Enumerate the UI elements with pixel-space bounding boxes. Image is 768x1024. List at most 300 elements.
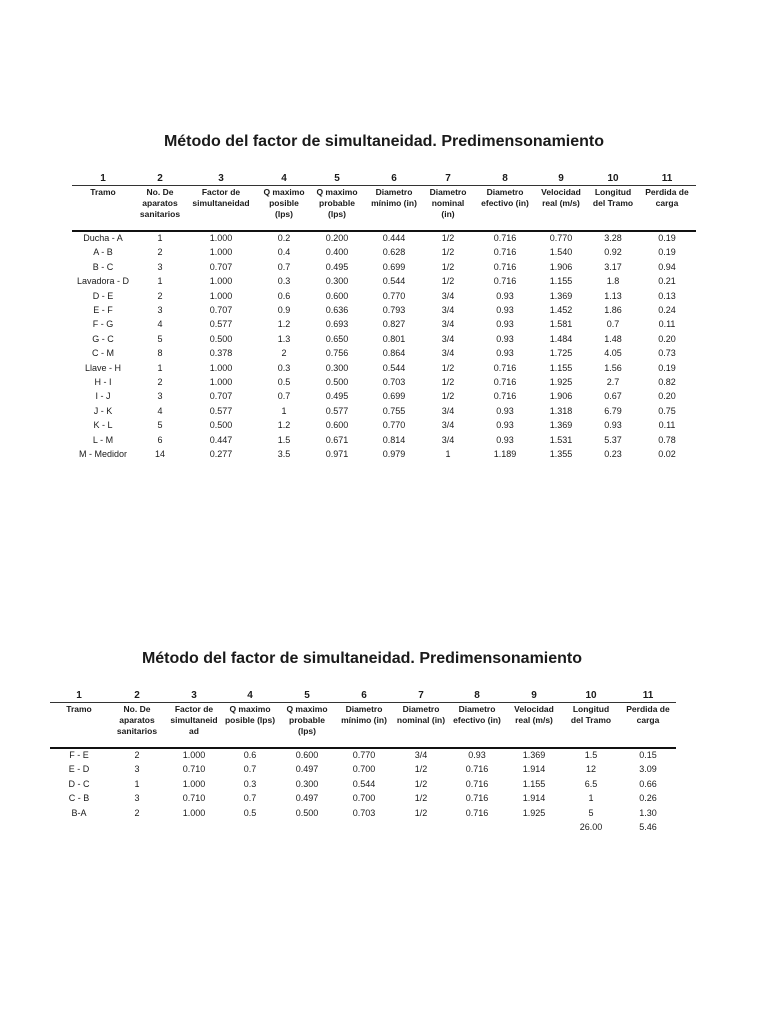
table-row: [0, 247, 768, 261]
column-number-diam-min: 6: [361, 690, 367, 701]
cell-tramo: Llave - H: [84, 362, 122, 373]
cell-aparatos: 5: [157, 420, 163, 431]
cell-q-probable: 0.756: [325, 348, 349, 359]
cell-perdida: 0.78: [658, 434, 676, 445]
cell-aparatos: 3: [157, 391, 163, 402]
cell-tramo: E - D: [68, 764, 90, 775]
cell-factor: 0.577: [209, 319, 233, 330]
cell-diam-min: 0.864: [382, 348, 406, 359]
cell-factor: 0.710: [182, 793, 206, 804]
cell-q-probable: 0.300: [295, 778, 319, 789]
cell-diam-nominal: 3/4: [441, 434, 455, 445]
cell-diam-nominal: 1/2: [441, 377, 455, 387]
cell-q-posible: 0.7: [243, 764, 257, 775]
cell-diam-efectivo: 0.93: [496, 420, 514, 431]
cell-tramo: G - C: [92, 333, 114, 344]
cell-diam-min: 0.544: [382, 276, 406, 287]
column-number-perdida: 11: [661, 173, 673, 184]
table-2-header-rule: [50, 702, 676, 703]
cell-q-posible: 0.2: [277, 233, 291, 243]
cell-factor: 0.707: [209, 261, 233, 272]
cell-longitud: 0.67: [604, 391, 622, 402]
cell-diam-nominal: 1/2: [441, 391, 455, 402]
cell-diam-min: 0.793: [382, 305, 406, 315]
cell-perdida: 0.19: [658, 233, 676, 243]
cell-aparatos: 2: [157, 377, 163, 387]
cell-diam-efectivo: 0.716: [465, 807, 489, 818]
cell-q-posible: 1.5: [277, 434, 291, 445]
column-header-diam-min: Diametro mínimo (in): [371, 187, 417, 208]
cell-factor: 1.000: [209, 290, 233, 301]
cell-velocidad: 1.914: [522, 764, 546, 775]
cell-velocidad: 1.452: [549, 305, 573, 315]
cell-velocidad: 1.318: [549, 405, 573, 416]
table-row: [0, 262, 768, 276]
cell-velocidad: 1.906: [549, 261, 573, 272]
cell-diam-min: 0.544: [352, 778, 376, 789]
cell-velocidad: 1.531: [549, 434, 573, 445]
cell-aparatos: 3: [157, 305, 163, 315]
column-number-tramo: 1: [76, 690, 82, 701]
cell-tramo: K - L: [93, 420, 113, 431]
column-header-perdida: Perdida de carga: [626, 704, 670, 725]
cell-perdida: 0.20: [658, 333, 676, 344]
table-row: [0, 793, 768, 807]
cell-q-probable: 0.500: [325, 377, 349, 387]
cell-diam-min: 0.544: [382, 362, 406, 373]
cell-aparatos: 4: [157, 405, 163, 416]
table-row: [0, 406, 768, 420]
cell-velocidad: 1.925: [522, 807, 546, 818]
cell-aparatos: 8: [157, 348, 163, 359]
column-header-tramo: Tramo: [90, 187, 116, 197]
cell-longitud: 1.86: [604, 305, 622, 315]
cell-q-probable: 0.495: [325, 391, 349, 402]
table-row: [0, 319, 768, 333]
cell-diam-min: 0.699: [382, 261, 406, 272]
cell-velocidad: 1.540: [549, 247, 573, 258]
table-row: [0, 233, 768, 247]
cell-diam-min: 0.770: [382, 290, 406, 301]
cell-tramo: A - B: [93, 247, 113, 258]
cell-perdida: 0.21: [658, 276, 676, 287]
column-header-q-probable: Q maximo probable (lps): [286, 704, 328, 736]
cell-perdida: 0.13: [658, 290, 676, 301]
cell-diam-nominal: 3/4: [441, 405, 455, 416]
cell-q-posible: 0.9: [277, 305, 291, 315]
cell-velocidad: 1.581: [549, 319, 573, 330]
cell-diam-efectivo: 0.93: [496, 405, 514, 416]
column-number-diam-nominal: 7: [418, 690, 424, 701]
cell-diam-nominal: 1/2: [441, 261, 455, 272]
cell-q-posible: 0.5: [243, 807, 257, 818]
cell-perdida: 1.30: [639, 807, 657, 818]
cell-diam-efectivo: 0.716: [493, 233, 517, 243]
cell-q-probable: 0.971: [325, 449, 349, 459]
cell-q-posible: 2: [281, 348, 287, 359]
cell-longitud: 1.48: [604, 333, 622, 344]
cell-perdida: 0.82: [658, 377, 676, 387]
cell-factor: 1.000: [182, 778, 206, 789]
cell-q-posible: 0.3: [277, 276, 291, 287]
cell-q-probable: 0.600: [295, 750, 319, 760]
cell-tramo: C - B: [68, 793, 90, 804]
cell-aparatos: 3: [157, 261, 163, 272]
cell-q-probable: 0.693: [325, 319, 349, 330]
cell-diam-min: 0.700: [352, 793, 376, 804]
cell-diam-min: 0.699: [382, 391, 406, 402]
table-row: [0, 276, 768, 290]
cell-q-probable: 0.200: [325, 233, 349, 243]
cell-diam-efectivo: 0.93: [496, 333, 514, 344]
cell-velocidad: 1.369: [522, 750, 546, 760]
cell-tramo: F - G: [92, 319, 114, 330]
cell-perdida: 0.02: [658, 449, 676, 459]
cell-factor: 1.000: [209, 377, 233, 387]
cell-perdida: 0.19: [658, 362, 676, 373]
cell-diam-min: 0.814: [382, 434, 406, 445]
cell-longitud: 12: [585, 764, 597, 775]
column-header-longitud: Longitud del Tramo: [592, 187, 634, 208]
column-number-longitud: 10: [585, 690, 597, 701]
cell-diam-min: 0.703: [382, 377, 406, 387]
cell-tramo: E - F: [93, 305, 113, 315]
cell-velocidad: 1.155: [549, 276, 573, 287]
column-header-diam-efectivo: Diametro efectivo (in): [453, 704, 501, 725]
cell-longitud: 3.17: [604, 261, 622, 272]
table-row: [0, 435, 768, 449]
table-2-title: Método del factor de simultaneidad. Predimensonamiento: [141, 650, 583, 667]
cell-q-probable: 0.600: [325, 290, 349, 301]
cell-factor: 0.378: [209, 348, 233, 359]
table-row: [0, 750, 768, 764]
cell-diam-min: 0.628: [382, 247, 406, 258]
cell-diam-nominal: 1/2: [414, 793, 428, 804]
cell-diam-min: 0.700: [352, 764, 376, 775]
cell-q-probable: 0.497: [295, 764, 319, 775]
cell-diam-nominal: 1/2: [414, 807, 428, 818]
cell-longitud: 0.93: [604, 420, 622, 431]
cell-aparatos: 1: [157, 276, 163, 287]
cell-diam-nominal: 3/4: [441, 420, 455, 431]
cell-aparatos: 1: [157, 233, 163, 243]
cell-tramo: M - Medidor: [78, 449, 128, 459]
cell-velocidad: 0.770: [549, 233, 573, 243]
cell-longitud: 1.56: [604, 362, 622, 373]
column-header-longitud: Longitud del Tramo: [570, 704, 612, 725]
cell-diam-min: 0.979: [382, 449, 406, 459]
cell-factor: 0.710: [182, 764, 206, 775]
column-number-perdida: 11: [642, 690, 654, 701]
cell-factor: 1.000: [209, 362, 233, 373]
cell-tramo: C - M: [92, 348, 114, 359]
cell-velocidad: 1.906: [549, 391, 573, 402]
cell-factor: 0.447: [209, 434, 233, 445]
cell-velocidad: 1.914: [522, 793, 546, 804]
cell-aparatos: 3: [134, 764, 140, 775]
cell-diam-min: 0.703: [352, 807, 376, 818]
cell-tramo: F - E: [69, 750, 89, 760]
column-number-aparatos: 2: [134, 690, 140, 701]
cell-q-posible: 1.2: [277, 319, 291, 330]
cell-velocidad: 1.155: [549, 362, 573, 373]
cell-factor: 0.500: [209, 420, 233, 431]
cell-diam-nominal: 3/4: [441, 290, 455, 301]
column-number-factor: 3: [191, 690, 197, 701]
column-header-q-probable: Q maximo probable (lps): [316, 187, 358, 219]
cell-diam-min: 0.827: [382, 319, 406, 330]
cell-longitud: 6.79: [604, 405, 622, 416]
cell-factor: 1.000: [209, 247, 233, 258]
column-number-velocidad: 9: [558, 173, 564, 184]
cell-diam-efectivo: 0.716: [493, 261, 517, 272]
cell-diam-nominal: 3/4: [414, 750, 428, 760]
cell-diam-nominal: 3/4: [441, 305, 455, 315]
cell-aparatos: 14: [154, 449, 166, 459]
cell-q-posible: 1.2: [277, 420, 291, 431]
cell-diam-efectivo: 1.189: [493, 449, 517, 459]
cell-longitud: 0.23: [604, 449, 622, 459]
column-number-diam-efectivo: 8: [502, 173, 508, 184]
cell-aparatos: 6: [157, 434, 163, 445]
cell-diam-nominal: 1/2: [441, 233, 455, 243]
column-header-diam-nominal: Diametro nominal (in): [429, 187, 467, 219]
cell-diam-efectivo: 0.716: [493, 391, 517, 402]
table-row: [0, 420, 768, 434]
cell-q-posible: 0.3: [277, 362, 291, 373]
cell-diam-nominal: 3/4: [441, 348, 455, 359]
table-row: [0, 764, 768, 778]
cell-velocidad: 1.725: [549, 348, 573, 359]
cell-q-posible: 0.7: [277, 391, 291, 402]
column-header-velocidad: Velocidad real (m/s): [541, 187, 581, 208]
cell-aparatos: 2: [134, 750, 140, 760]
cell-q-posible: 0.5: [277, 377, 291, 387]
cell-diam-nominal: 1/2: [414, 778, 428, 789]
column-number-diam-efectivo: 8: [474, 690, 480, 701]
cell-perdida: 3.09: [639, 764, 657, 775]
cell-q-probable: 0.600: [325, 420, 349, 431]
column-number-longitud: 10: [607, 173, 619, 184]
cell-longitud: 5: [588, 807, 594, 818]
table-row: [0, 334, 768, 348]
cell-q-posible: 0.3: [243, 778, 257, 789]
cell-diam-efectivo: 0.93: [496, 305, 514, 315]
cell-aparatos: 1: [157, 362, 163, 373]
cell-q-probable: 0.650: [325, 333, 349, 344]
cell-longitud: 6.5: [584, 778, 598, 789]
column-number-factor: 3: [218, 173, 224, 184]
cell-aparatos: 5: [157, 333, 163, 344]
column-header-aparatos: No. De aparatos sanitarios: [139, 187, 181, 219]
column-number-q-posible: 4: [247, 690, 253, 701]
cell-tramo: D - C: [68, 778, 90, 789]
table-1-body-rule: [72, 230, 696, 232]
cell-diam-nominal: 1/2: [414, 764, 428, 775]
cell-tramo: Lavadora - D: [76, 276, 130, 287]
table-row: [0, 391, 768, 405]
column-number-tramo: 1: [100, 173, 106, 184]
cell-diam-nominal: 3/4: [441, 333, 455, 344]
cell-q-posible: 1: [281, 405, 287, 416]
cell-aparatos: 2: [157, 290, 163, 301]
cell-aparatos: 2: [134, 807, 140, 818]
cell-diam-efectivo: 0.716: [493, 276, 517, 287]
cell-diam-efectivo: 0.716: [465, 778, 489, 789]
cell-perdida: 0.75: [658, 405, 676, 416]
cell-diam-nominal: 3/4: [441, 319, 455, 330]
cell-velocidad: 1.484: [549, 333, 573, 344]
column-header-velocidad: Velocidad real (m/s): [514, 704, 554, 725]
table-row: [0, 377, 768, 391]
column-number-velocidad: 9: [531, 690, 537, 701]
cell-diam-min: 0.801: [382, 333, 406, 344]
cell-factor: 1.000: [182, 807, 206, 818]
cell-factor: 0.577: [209, 405, 233, 416]
cell-tramo: B-A: [71, 807, 87, 818]
table-1-header-rule: [72, 185, 696, 186]
column-number-diam-nominal: 7: [445, 173, 451, 184]
cell-velocidad: 1.355: [549, 449, 573, 459]
column-header-aparatos: No. De aparatos sanitarios: [116, 704, 158, 736]
cell-perdida: 0.26: [639, 793, 657, 804]
table-row: [0, 348, 768, 362]
cell-diam-nominal: 1: [445, 449, 451, 459]
cell-diam-efectivo: 0.716: [493, 247, 517, 258]
cell-diam-efectivo: 0.93: [468, 750, 486, 760]
cell-q-posible: 1.3: [277, 333, 291, 344]
cell-diam-efectivo: 0.716: [493, 377, 517, 387]
column-header-tramo: Tramo: [66, 704, 92, 714]
cell-diam-efectivo: 0.93: [496, 319, 514, 330]
cell-perdida: 0.11: [658, 420, 676, 431]
cell-aparatos: 1: [134, 778, 140, 789]
cell-q-posible: 0.7: [243, 793, 257, 804]
cell-q-probable: 0.636: [325, 305, 349, 315]
cell-velocidad: 1.369: [549, 420, 573, 431]
cell-aparatos: 4: [157, 319, 163, 330]
cell-diam-min: 0.444: [382, 233, 406, 243]
cell-q-probable: 0.500: [295, 807, 319, 818]
cell-q-posible: 0.6: [277, 290, 291, 301]
cell-factor: 1.000: [182, 750, 206, 760]
cell-tramo: D - E: [92, 290, 114, 301]
cell-q-probable: 0.495: [325, 261, 349, 272]
cell-diam-min: 0.770: [352, 750, 376, 760]
column-number-q-probable: 5: [304, 690, 310, 701]
cell-perdida: 0.66: [639, 778, 657, 789]
column-number-q-posible: 4: [281, 173, 287, 184]
cell-perdida: 0.20: [658, 391, 676, 402]
cell-diam-efectivo: 0.93: [496, 290, 514, 301]
table-2-body-rule: [50, 747, 676, 749]
cell-q-posible: 0.4: [277, 247, 291, 258]
cell-velocidad: 1.155: [522, 778, 546, 789]
cell-perdida: 0.73: [658, 348, 676, 359]
cell-diam-nominal: 1/2: [441, 247, 455, 258]
cell-longitud: 4.05: [604, 348, 622, 359]
cell-factor: 0.277: [209, 449, 233, 459]
cell-diam-efectivo: 0.716: [465, 764, 489, 775]
cell-longitud: 1.5: [584, 750, 598, 760]
cell-aparatos: 2: [157, 247, 163, 258]
cell-diam-efectivo: 0.93: [496, 434, 514, 445]
column-header-diam-nominal: Diametro nominal (in): [396, 704, 446, 725]
cell-factor: 0.707: [209, 305, 233, 315]
cell-factor: 1.000: [209, 276, 233, 287]
column-header-diam-efectivo: Diametro efectivo (in): [481, 187, 529, 208]
column-header-diam-min: Diametro mínimo (in): [341, 704, 387, 725]
column-number-diam-min: 6: [391, 173, 397, 184]
column-header-q-posible: Q maximo posible (lps): [224, 704, 276, 725]
cell-longitud: 2.7: [606, 377, 620, 387]
cell-q-posible: 0.7: [277, 261, 291, 272]
table-row: [0, 363, 768, 377]
table-row: [0, 291, 768, 305]
cell-tramo: J - K: [93, 405, 113, 416]
cell-tramo: I - J: [95, 391, 111, 402]
cell-perdida: 0.24: [658, 305, 676, 315]
cell-q-probable: 0.400: [325, 247, 349, 258]
cell-q-probable: 0.300: [325, 276, 349, 287]
cell-q-posible: 3.5: [277, 449, 291, 459]
cell-tramo: Ducha - A: [83, 233, 123, 243]
cell-tramo: B - C: [92, 261, 114, 272]
cell-diam-efectivo: 0.716: [493, 362, 517, 373]
cell-longitud: 1.13: [604, 290, 622, 301]
cell-longitud: 0.92: [604, 247, 622, 258]
cell-q-probable: 0.671: [325, 434, 349, 445]
cell-longitud: 1.8: [606, 276, 620, 287]
cell-diam-efectivo: 0.93: [496, 348, 514, 359]
column-number-q-probable: 5: [334, 173, 340, 184]
cell-diam-min: 0.755: [382, 405, 406, 416]
table-row: [0, 305, 768, 319]
table-row: [0, 449, 768, 463]
totals-row: [0, 822, 768, 836]
cell-diam-nominal: 1/2: [441, 276, 455, 287]
column-header-factor: Factor de simultaneidad: [192, 187, 250, 208]
cell-perdida: 0.15: [639, 750, 657, 760]
cell-perdida: 0.94: [658, 261, 676, 272]
table-1-title: Método del factor de simultaneidad. Predimensonamiento: [163, 133, 605, 150]
total-longitud: 26.00: [579, 822, 603, 832]
cell-velocidad: 1.369: [549, 290, 573, 301]
cell-longitud: 3.28: [604, 233, 622, 243]
cell-longitud: 1: [588, 793, 594, 804]
cell-diam-min: 0.770: [382, 420, 406, 431]
column-header-factor: Factor de simultaneid ad: [170, 704, 218, 736]
table-row: [0, 779, 768, 793]
column-number-aparatos: 2: [157, 173, 163, 184]
cell-q-probable: 0.577: [325, 405, 349, 416]
cell-q-probable: 0.300: [325, 362, 349, 373]
cell-factor: 0.500: [209, 333, 233, 344]
cell-q-posible: 0.6: [243, 750, 257, 760]
cell-velocidad: 1.925: [549, 377, 573, 387]
cell-longitud: 0.7: [606, 319, 620, 330]
total-perdida: 5.46: [639, 822, 657, 832]
cell-aparatos: 3: [134, 793, 140, 804]
cell-q-probable: 0.497: [295, 793, 319, 804]
column-header-perdida: Perdida de carga: [645, 187, 689, 208]
column-header-q-posible: Q maximo posible (lps): [263, 187, 305, 219]
cell-tramo: H - I: [94, 377, 112, 387]
cell-perdida: 0.19: [658, 247, 676, 258]
table-row: [0, 808, 768, 822]
cell-factor: 1.000: [209, 233, 233, 243]
cell-factor: 0.707: [209, 391, 233, 402]
